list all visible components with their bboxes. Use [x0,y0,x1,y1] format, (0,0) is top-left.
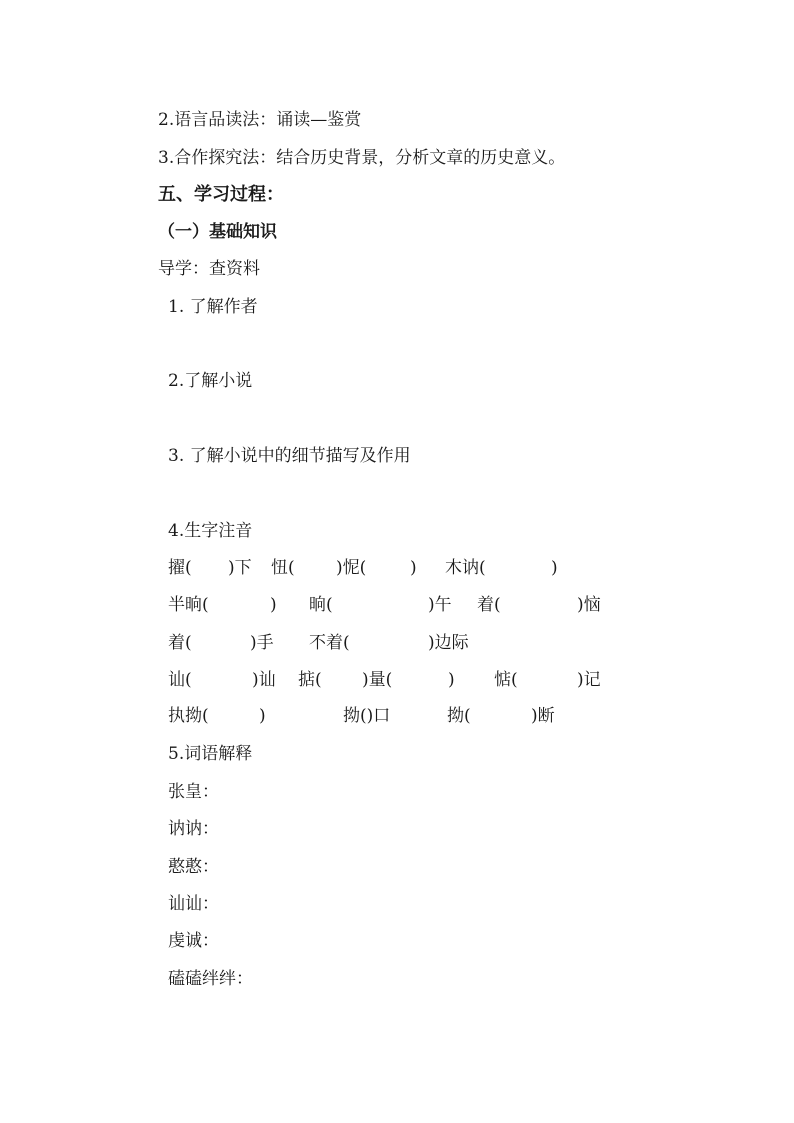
pinyin-cell: )边际 [428,633,469,653]
pinyin-cell: ) [448,670,455,690]
section-title: 五、学习过程： [158,184,284,205]
pinyin-cell: ) [270,595,277,615]
vocab-kekebanban: 磕磕绊绊： [168,969,253,989]
pinyin-cell: 惦( [494,670,518,690]
pinyin-cell: 拗( [447,706,471,726]
item-3: 3. 了解小说中的细节描写及作用 [168,446,411,466]
pinyin-cell: 晌( [309,595,333,615]
pinyin-cell: 半晌( [168,595,209,615]
pinyin-cell: 不着( [309,633,350,653]
vocab-hanhan: 憨憨： [168,857,219,877]
pinyin-cell: 擢( [168,558,192,578]
pinyin-cell: )断 [531,706,555,726]
pinyin-cell: 着( [477,595,501,615]
method-2: 2.语言品读法：诵读—鉴赏 [158,110,362,130]
vocab-shanshan: 讪讪： [168,894,219,914]
pinyin-cell: )手 [250,633,274,653]
pinyin-cell: )下 [228,558,252,578]
subsection-title: （一）基础知识 [158,222,277,242]
item-1: 1. 了解作者 [168,297,258,317]
guide-text: 导学：查资料 [158,259,260,279]
method-3: 3.合作探究法：结合历史背景，分析文章的历史意义。 [158,148,566,168]
pinyin-cell: ) [259,706,266,726]
pinyin-cell: )午 [428,595,452,615]
pinyin-cell: ) [410,558,417,578]
pinyin-cell: 拗()口 [343,706,391,726]
item-5: 5.词语解释 [168,744,253,764]
pinyin-cell: 木讷( [445,558,486,578]
pinyin-cell: ) [551,558,558,578]
vocab-qiancheng: 虔诚： [168,931,219,951]
pinyin-cell: 着( [168,633,192,653]
item-4: 4.生字注音 [168,521,253,541]
pinyin-cell: )恼 [577,595,601,615]
pinyin-cell: )怩( [336,558,367,578]
pinyin-cell: 忸( [271,558,295,578]
pinyin-cell: )讪 [252,670,276,690]
vocab-nene: 讷讷： [168,819,219,839]
pinyin-cell: )量( [362,670,393,690]
pinyin-cell: )记 [577,670,601,690]
pinyin-cell: 掂( [298,670,322,690]
pinyin-cell: 讪( [168,670,192,690]
item-2: 2.了解小说 [168,371,253,391]
vocab-zhanghuang: 张皇： [168,782,219,802]
pinyin-cell: 执拗( [168,706,209,726]
